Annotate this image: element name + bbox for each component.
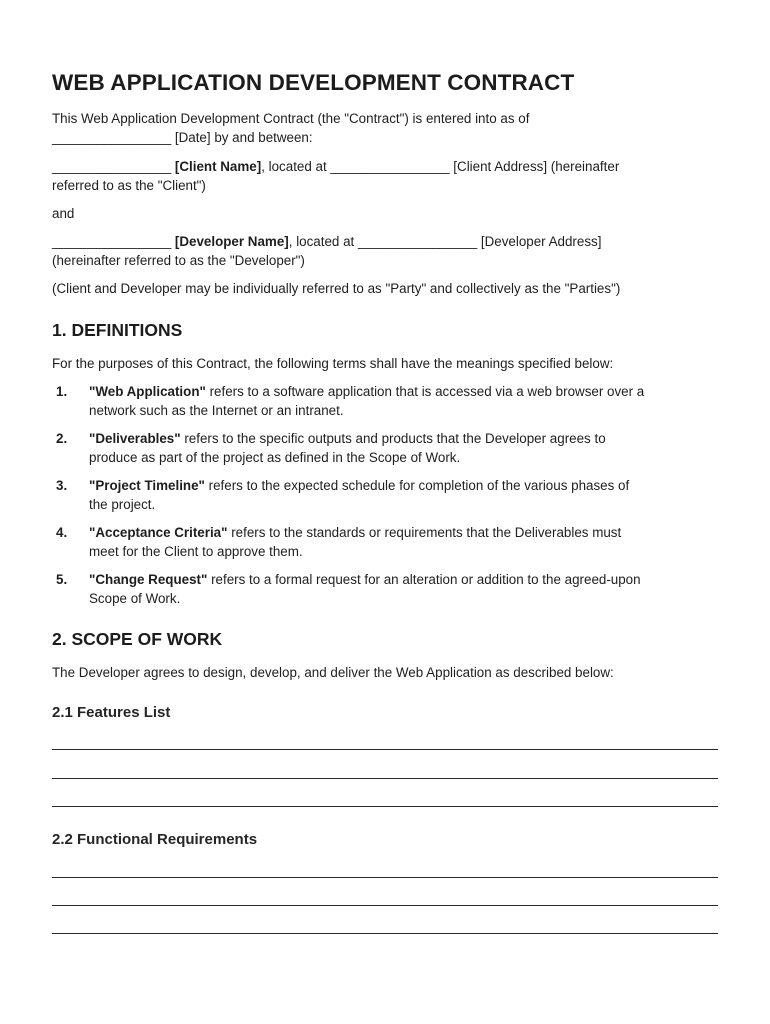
features-blank-line[interactable] bbox=[52, 806, 718, 807]
definition-text: refers to a formal request for an alteration or addition to the agreed-upon bbox=[207, 572, 641, 587]
developer-line-1 bbox=[52, 232, 601, 251]
scope-heading: 2. SCOPE OF WORK bbox=[52, 629, 223, 649]
features-list-heading: 2.1 Features List bbox=[52, 704, 171, 721]
definition-text: refers to the expected schedule for completion of the various phases of bbox=[204, 478, 630, 493]
definition-number: 2. bbox=[56, 431, 68, 446]
client-located-text: , located at bbox=[261, 159, 331, 174]
definition-text-cont: meet for the Client to approve them. bbox=[89, 544, 303, 559]
definition-item bbox=[89, 382, 644, 401]
definition-item bbox=[89, 523, 621, 542]
definition-number: 3. bbox=[56, 478, 68, 493]
document-title: WEB APPLICATION DEVELOPMENT CONTRACT bbox=[52, 70, 575, 95]
definition-term: "Project Timeline" bbox=[89, 478, 205, 493]
definition-number: 5. bbox=[56, 572, 68, 587]
definition-text-cont: the project. bbox=[89, 497, 156, 512]
requirements-blank-line[interactable] bbox=[52, 905, 718, 906]
definition-term: "Change Request" bbox=[89, 572, 208, 587]
client-line-1 bbox=[52, 157, 619, 176]
definitions-intro: For the purposes of this Contract, the following terms shall have the meanings specified below: bbox=[52, 356, 614, 371]
developer-address-label: [Developer Address] bbox=[477, 234, 602, 249]
client-address-blank[interactable]: ________________ bbox=[330, 159, 450, 174]
scope-intro: The Developer agrees to design, develop, and deliver the Web Application as described below: bbox=[52, 665, 614, 680]
definition-text: refers to a software application that is accessed via a web browser over a bbox=[205, 384, 645, 399]
and-text: and bbox=[52, 206, 75, 221]
developer-line-2: (hereinafter referred to as the "Developer") bbox=[52, 253, 305, 268]
features-blank-line[interactable] bbox=[52, 749, 718, 750]
definition-item bbox=[89, 429, 606, 448]
definition-item bbox=[89, 476, 629, 495]
developer-name-blank[interactable]: ________________ bbox=[52, 234, 172, 249]
features-blank-line[interactable] bbox=[52, 778, 718, 779]
definition-text: refers to the standards or requirements that the Deliverables must bbox=[227, 525, 622, 540]
definition-number: 4. bbox=[56, 525, 68, 540]
requirements-blank-line[interactable] bbox=[52, 877, 718, 878]
date-label: [Date] by and between: bbox=[171, 130, 313, 145]
intro-line-2 bbox=[52, 128, 313, 147]
client-address-label: [Client Address] (hereinafter bbox=[449, 159, 620, 174]
requirements-blank-line[interactable] bbox=[52, 933, 718, 934]
definition-term: "Deliverables" bbox=[89, 431, 181, 446]
definition-text-cont: network such as the Internet or an intranet. bbox=[89, 403, 344, 418]
definition-number: 1. bbox=[56, 384, 68, 399]
definition-text-cont: produce as part of the project as defined in the Scope of Work. bbox=[89, 450, 461, 465]
developer-located-text: , located at bbox=[288, 234, 358, 249]
developer-name-label: [Developer Name] bbox=[171, 234, 289, 249]
intro-line-1: This Web Application Development Contract (the "Contract") is entered into as of bbox=[52, 111, 530, 126]
functional-requirements-heading: 2.2 Functional Requirements bbox=[52, 831, 258, 848]
definition-term: "Acceptance Criteria" bbox=[89, 525, 228, 540]
definition-item bbox=[89, 570, 641, 589]
client-name-label: [Client Name] bbox=[171, 159, 262, 174]
developer-address-blank[interactable]: ________________ bbox=[357, 234, 478, 249]
parties-text: (Client and Developer may be individually referred to as "Party" and collectively as the "Parties") bbox=[52, 281, 621, 296]
definition-text: refers to the specific outputs and products that the Developer agrees to bbox=[180, 431, 606, 446]
definition-term: "Web Application" bbox=[89, 384, 206, 399]
client-line-2: referred to as the "Client") bbox=[52, 178, 206, 193]
client-name-blank[interactable]: ________________ bbox=[52, 159, 172, 174]
definition-text-cont: Scope of Work. bbox=[89, 591, 181, 606]
date-blank[interactable]: ________________ bbox=[52, 130, 172, 145]
definitions-heading: 1. DEFINITIONS bbox=[52, 320, 183, 340]
